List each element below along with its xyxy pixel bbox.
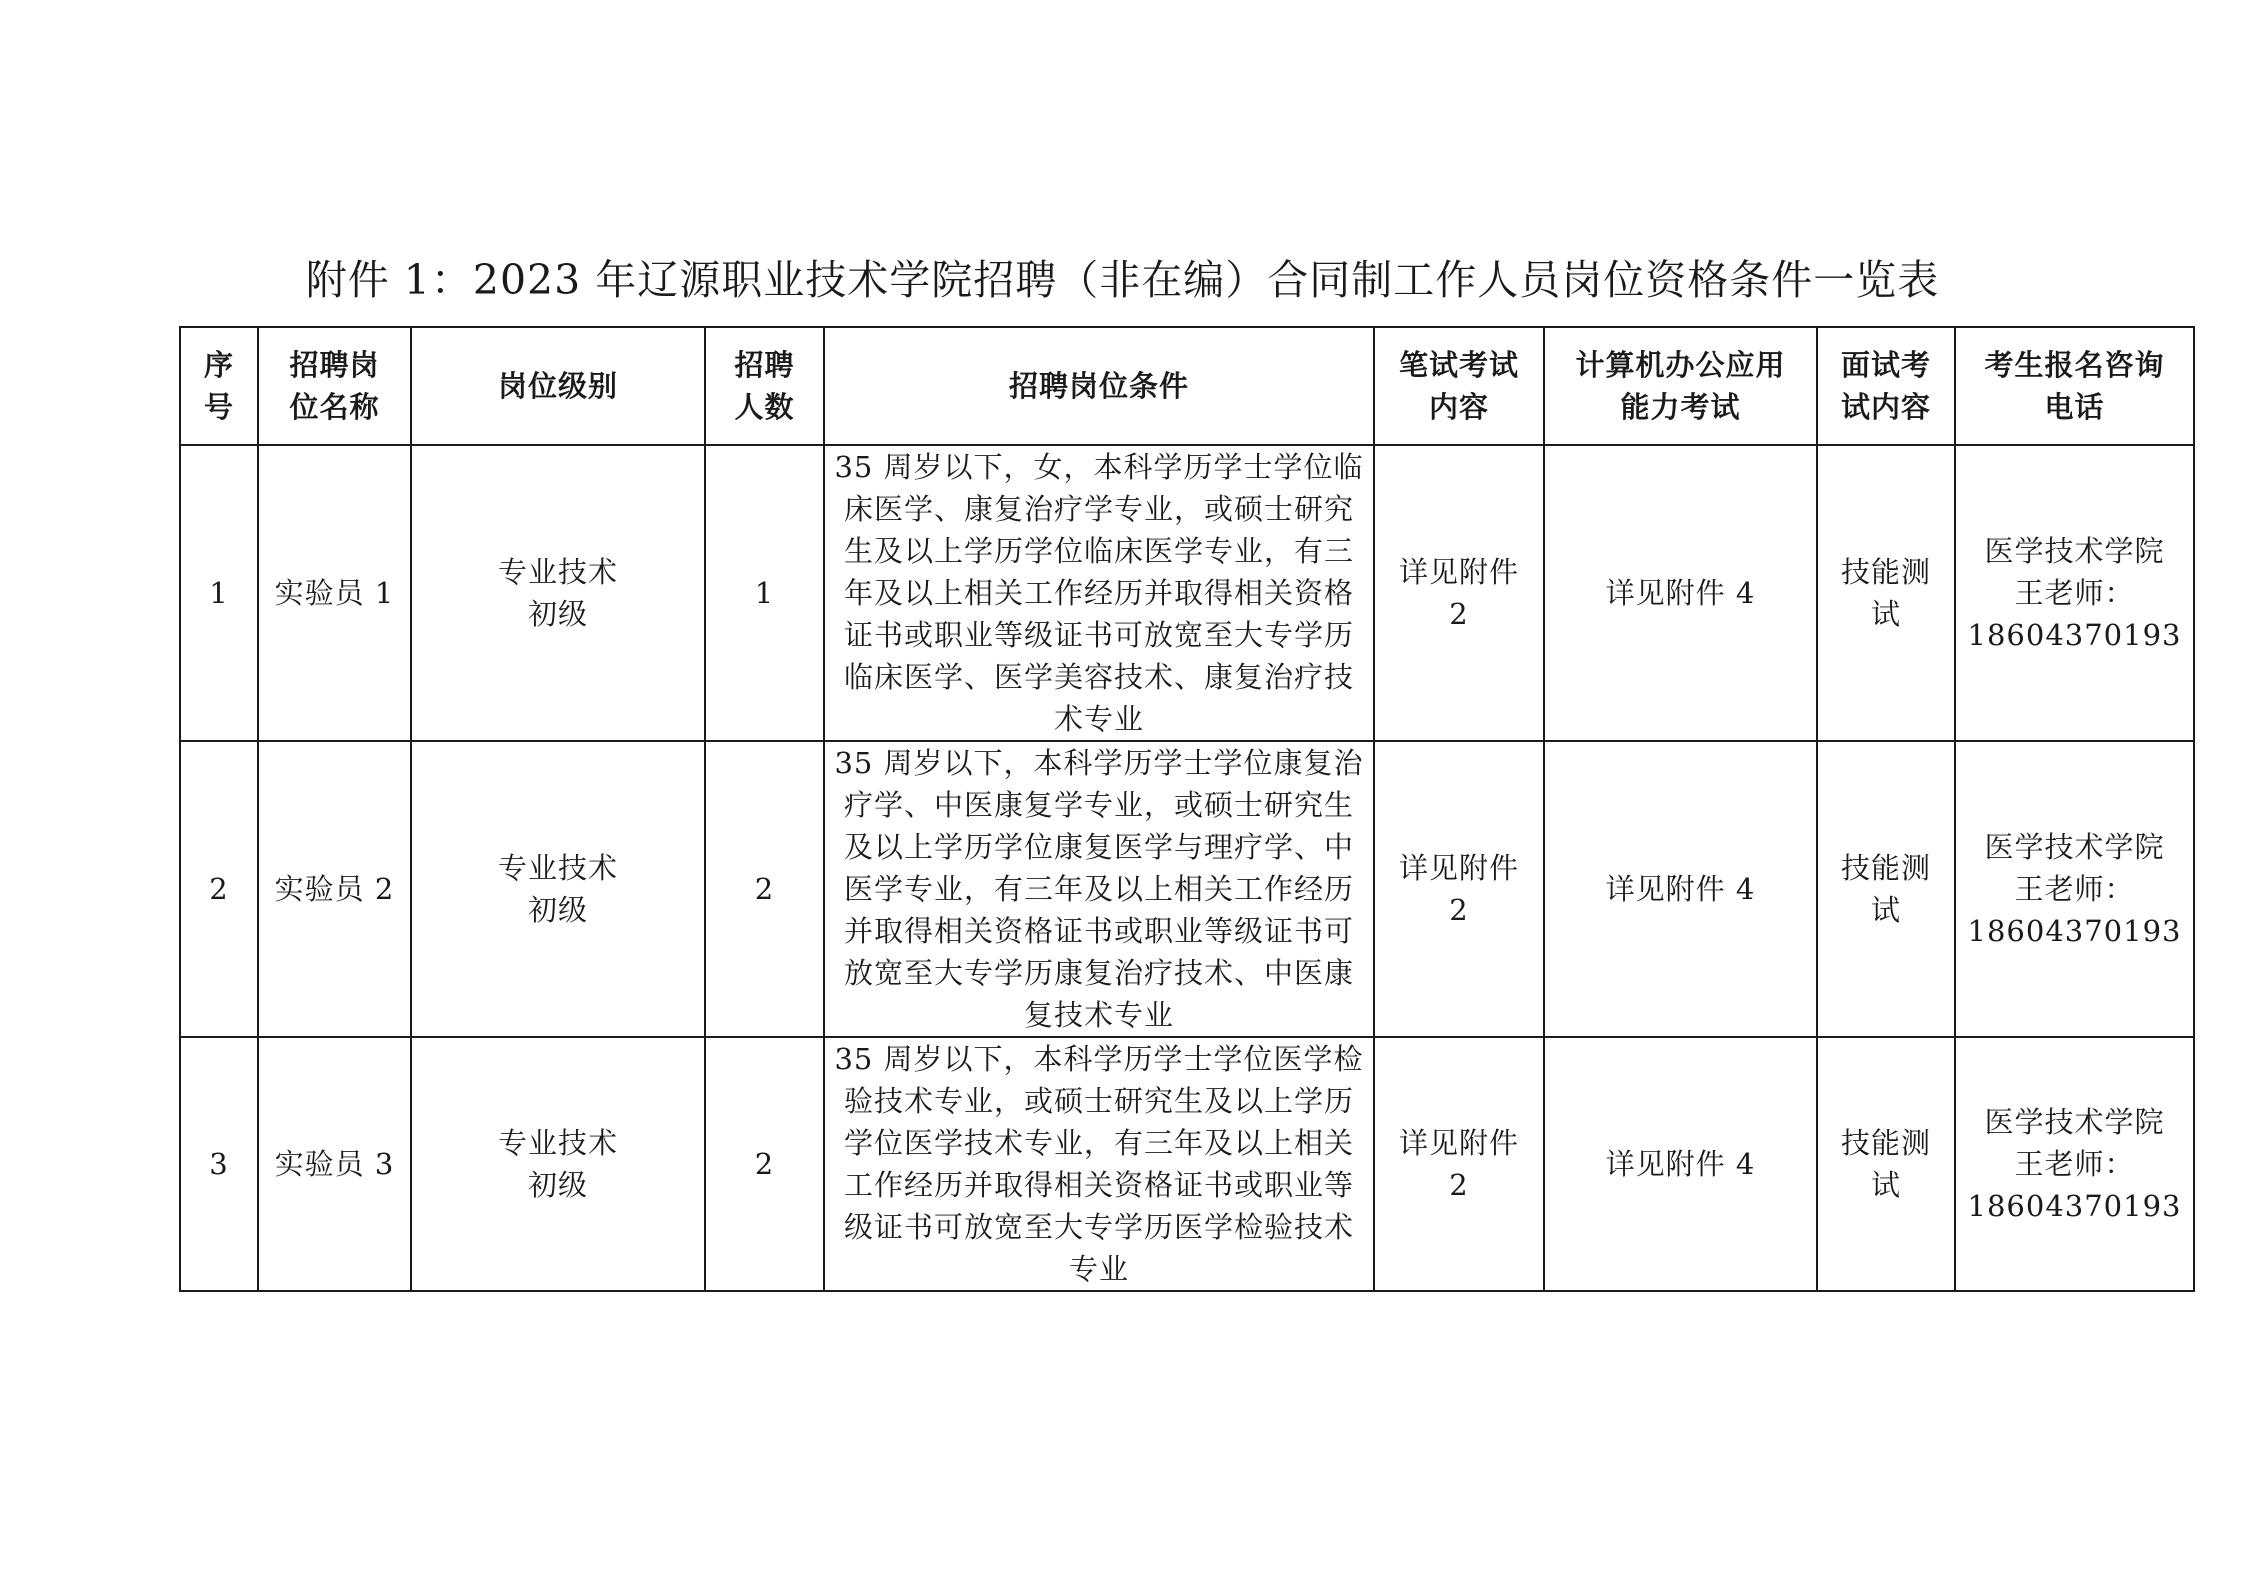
header-interview: 面试考 试内容 [1817,327,1955,445]
cell-computer-exam: 详见附件 4 [1544,741,1817,1037]
cell-conditions: 35 周岁以下，本科学历学士学位康复治疗学、中医康复学专业，或硕士研究生及以上学历学位康复医学与理疗学、中医学专业，有三年及以上相关工作经历并取得相关资格证书或职业等级证书可放宽至大专学历康复治疗技术、中医康复技术专业 [824,741,1374,1037]
table-row [180,445,2194,741]
cell-position-level: 专业技术 初级 [411,445,705,741]
header-position-level: 岗位级别 [411,327,705,445]
cell-written-exam: 详见附件 2 [1374,1037,1544,1291]
cell-position-level: 专业技术 初级 [411,1037,705,1291]
cell-position-name: 实验员 3 [258,1037,411,1291]
cell-contact: 医学技术学院 王老师： 18604370193 [1955,1037,2194,1291]
cell-headcount: 2 [705,741,824,1037]
table-header-row [180,327,2194,445]
header-conditions: 招聘岗位条件 [824,327,1374,445]
cell-position-level: 专业技术 初级 [411,741,705,1037]
cell-position-name: 实验员 1 [258,445,411,741]
header-contact: 考生报名咨询 电话 [1955,327,2194,445]
table-row [180,1037,2194,1291]
cell-position-name: 实验员 2 [258,741,411,1037]
header-headcount: 招聘 人数 [705,327,824,445]
cell-contact: 医学技术学院 王老师： 18604370193 [1955,741,2194,1037]
cell-conditions: 35 周岁以下，本科学历学士学位医学检验技术专业，或硕士研究生及以上学历学位医学技术专业，有三年及以上相关工作经历并取得相关资格证书或职业等级证书可放宽至大专学历医学检验技术专业 [824,1037,1374,1291]
cell-interview: 技能测 试 [1817,1037,1955,1291]
cell-headcount: 2 [705,1037,824,1291]
header-written-exam: 笔试考试 内容 [1374,327,1544,445]
page-title: 附件 1：2023 年辽源职业技术学院招聘（非在编）合同制工作人员岗位资格条件一览表 [305,256,1940,304]
cell-written-exam: 详见附件 2 [1374,445,1544,741]
cell-conditions: 35 周岁以下，女，本科学历学士学位临床医学、康复治疗学专业，或硕士研究生及以上学历学位临床医学专业，有三年及以上相关工作经历并取得相关资格证书或职业等级证书可放宽至大专学历临床医学、医学美容技术、康复治疗技术专业 [824,445,1374,741]
table-row [180,741,2194,1037]
cell-contact: 医学技术学院 王老师： 18604370193 [1955,445,2194,741]
cell-no: 2 [180,741,258,1037]
header-no: 序 号 [180,327,258,445]
cell-computer-exam: 详见附件 4 [1544,1037,1817,1291]
cell-no: 1 [180,445,258,741]
cell-headcount: 1 [705,445,824,741]
cell-no: 3 [180,1037,258,1291]
qualification-table [179,326,2195,1292]
header-position-name: 招聘岗 位名称 [258,327,411,445]
cell-interview: 技能测 试 [1817,445,1955,741]
cell-written-exam: 详见附件 2 [1374,741,1544,1037]
cell-interview: 技能测 试 [1817,741,1955,1037]
cell-computer-exam: 详见附件 4 [1544,445,1817,741]
header-computer-exam: 计算机办公应用 能力考试 [1544,327,1817,445]
